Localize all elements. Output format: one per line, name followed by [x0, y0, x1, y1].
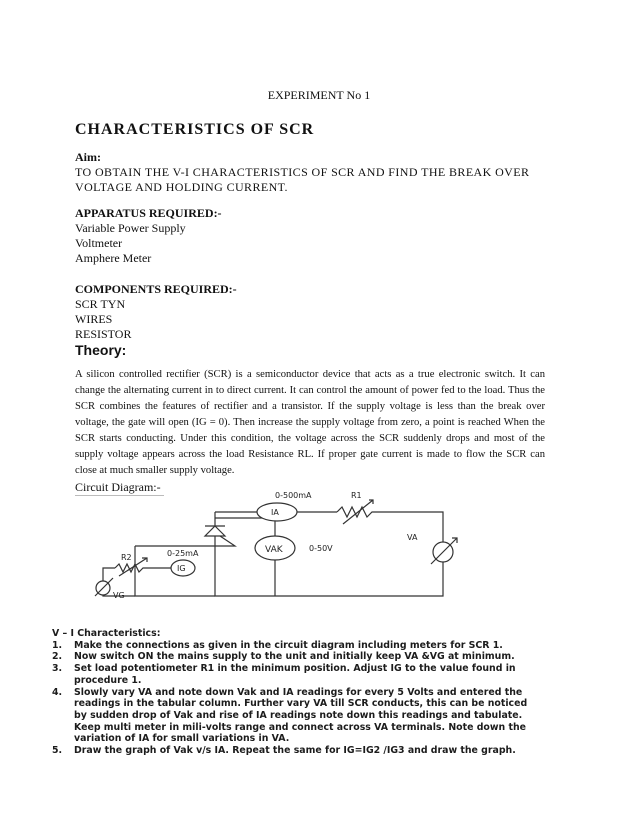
r1-arrow [343, 500, 373, 524]
component-item: SCR TYN [75, 297, 126, 311]
apparatus-heading: APPARATUS REQUIRED:- [75, 206, 222, 220]
procedure-list [52, 640, 532, 757]
procedure-step [52, 663, 532, 686]
page-title: CHARACTERISTICS OF SCR [75, 121, 315, 138]
apparatus-item: Amphere Meter [75, 251, 152, 265]
label-ammeter-a: IA [271, 508, 279, 517]
step-text: Now switch ON the mains supply to the unit and initially keep VA &VG at minimum. [74, 651, 515, 663]
label-ammeter-g: IG [177, 564, 186, 573]
step-number: 4. [52, 686, 63, 698]
label-va: VA [407, 533, 418, 542]
vi-heading: V – I Characteristics: [52, 628, 161, 639]
step-number: 3. [52, 663, 63, 675]
label-ammeter-g-range: 0-25mA [167, 549, 199, 558]
step-number: 5. [52, 745, 63, 757]
procedure-step [52, 687, 532, 746]
apparatus-item: Voltmeter [75, 236, 123, 250]
circuit-diagram [75, 484, 535, 624]
components-heading: COMPONENTS REQUIRED:- [75, 282, 237, 296]
components-list [75, 297, 131, 342]
label-voltmeter: VAK [265, 545, 283, 555]
step-text: Set load potentiometer R1 in the minimum position. Adjust IG to the value found in procedure 1. [74, 663, 516, 686]
procedure-step [52, 640, 532, 652]
component-item: RESISTOR [75, 327, 132, 341]
circuit-heading: Circuit Diagram:- [75, 480, 161, 494]
step-text: Slowly vary VA and note down Vak and IA readings for every 5 Volts and entered the readings in the tabular column. Further vary VA till SCR conducts, this can be noticed by sudden drop of Vak and rise of IA readings note down this readings and tabulate. Keep multi meter in mili-volts range and connect across VA terminals. Note down the variation of IA for small variations in VA. [74, 686, 528, 745]
step-text: Make the connections as given in the circuit diagram including meters for SCR 1. [74, 639, 503, 651]
scr-symbol [205, 526, 225, 536]
label-ammeter-a-range: 0-500mA [275, 491, 312, 500]
gate-wire [135, 536, 235, 546]
theory-heading: Theory: [75, 342, 127, 358]
step-number: 2. [52, 651, 63, 663]
label-vg: VG [113, 591, 125, 600]
apparatus-item: Variable Power Supply [75, 221, 186, 235]
experiment-number: EXPERIMENT No 1 [267, 88, 371, 102]
component-item: WIRES [75, 312, 113, 326]
r2-resistor-icon [115, 564, 171, 572]
label-r1: R1 [351, 491, 362, 500]
procedure-step [52, 745, 532, 757]
theory-text: A silicon controlled rectifier (SCR) is a semiconductor device that acts as a true electronic switch. It can change the alternating current in to direct current. It can control the amount of power fed to the load. Thus the SCR combines the features of rectifier and a transistor. If the supply voltage is less than the break over voltage, the gate will open (IG = 0). Then increase the supply voltage from zero, a point is reached When the SCR starts conducting. Under this condition, the voltage across the SCR suddenly drops and most of the supply voltage appears across the load Resistance RL. If proper gate current is made to flow the SCR can close at much smaller supply voltage. [75, 369, 545, 476]
procedure-step [52, 651, 532, 663]
r1-resistor-icon [337, 507, 377, 517]
aim-text: TO OBTAIN THE V-I CHARACTERISTICS OF SCR AND FIND THE BREAK OVER VOLTAGE AND HOLDING CURRENT. [75, 165, 530, 194]
apparatus-list [75, 221, 186, 266]
aim-heading: Aim: [75, 150, 101, 164]
step-text: Draw the graph of Vak v/s IA. Repeat the same for IG=IG2 /IG3 and draw the graph. [74, 745, 516, 757]
vi-characteristics [52, 628, 532, 757]
label-r2: R2 [121, 553, 132, 562]
step-number: 1. [52, 639, 63, 651]
label-voltmeter-range: 0-50V [309, 544, 333, 553]
